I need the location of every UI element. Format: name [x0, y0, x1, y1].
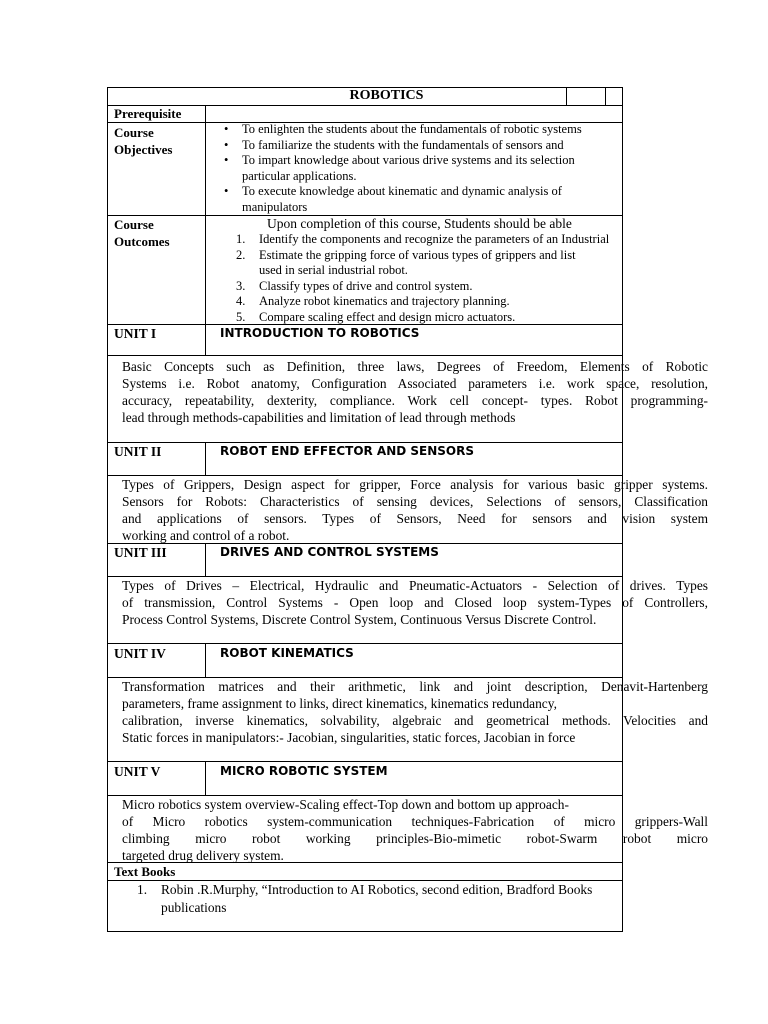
paragraph-line: accuracy, repeatability, dexterity, compliance. Work cell concept- types. Robot programming-	[122, 393, 708, 408]
unit-label: UNIT I	[114, 326, 157, 341]
unit-label: UNIT II	[114, 444, 162, 459]
paragraph-line: Types of Grippers, Design aspect for gripper, Force analysis for various basic gripper systems.	[122, 477, 708, 492]
textbooks-label: Text Books	[114, 864, 176, 879]
outcome-text: Compare scaling effect and design micro actuators.	[259, 309, 516, 324]
paragraph-line: calibration, inverse kinematics, solvability, algebraic and geometrical methods. Velocities and	[122, 713, 708, 728]
unit-heading: DRIVES AND CONTROL SYSTEMS	[220, 545, 439, 559]
list-item	[137, 881, 592, 917]
textbook-line: Robin .R.Murphy, “Introduction to AI Robotics, second edition, Bradford Books	[161, 882, 593, 897]
list-item: • To enlighten the students about the fundamentals of robotic systems	[218, 122, 582, 138]
textbooks-list	[137, 881, 592, 917]
page-title: ROBOTICS	[349, 88, 424, 103]
label-column-divider	[205, 105, 206, 355]
unit-description	[122, 796, 708, 864]
outcomes-label-line1: Course	[114, 217, 154, 232]
list-item: • To familiarize the students with the fundamentals of sensors and	[218, 138, 582, 154]
unit-label: UNIT III	[114, 545, 167, 560]
row-divider	[107, 105, 623, 106]
textbook-number: 1.	[137, 882, 148, 897]
table-border-bottom	[107, 931, 623, 932]
outcome-number: 5.	[236, 309, 246, 324]
paragraph-line: Basic Concepts such as Definition, three laws, Degrees of Freedom, Elements of Robotic	[122, 359, 708, 374]
list-item	[236, 248, 609, 264]
list-item	[236, 263, 609, 279]
label-column-divider	[205, 643, 206, 677]
prerequisite-label: Prerequisite	[114, 106, 182, 121]
unit-heading: ROBOT END EFFECTOR AND SENSORS	[220, 444, 475, 458]
list-item: • To execute knowledge about kinematic and dynamic analysis of	[218, 184, 582, 200]
list-item: manipulators	[242, 199, 308, 214]
title-cell-divider-1	[566, 87, 567, 105]
unit-description	[122, 476, 708, 544]
row-divider	[107, 761, 623, 762]
label-column-divider	[205, 442, 206, 475]
outcomes-label	[114, 216, 170, 250]
outcome-number: 4.	[236, 294, 246, 308]
paragraph-line: targeted drug delivery system.	[122, 848, 284, 863]
list-item	[236, 294, 609, 310]
unit-heading: INTRODUCTION TO ROBOTICS	[220, 326, 420, 340]
unit-heading: ROBOT KINEMATICS	[220, 646, 354, 660]
paragraph-line: working and control of a robot.	[122, 528, 290, 543]
title-cell-divider-2	[605, 87, 606, 105]
outcome-number: 2.	[236, 247, 246, 262]
paragraph-line: Sensors for Robots: Characteristics of sensing devices, Selections of sensors, Classification	[122, 494, 708, 509]
unit-heading: MICRO ROBOTIC SYSTEM	[220, 764, 388, 778]
outcome-text: Classify types of drive and control system.	[259, 278, 473, 293]
list-item	[236, 279, 609, 295]
paragraph-line: parameters, frame assignment to links, direct kinematics, kinematics redundancy,	[122, 696, 557, 711]
paragraph-line: Systems i.e. Robot anatomy, Configuration Associated parameters i.e. work space, resolution,	[122, 376, 708, 391]
paragraph-line: climbing micro robot working principles-Bio-mimetic robot-Swarm robot micro	[122, 831, 708, 846]
outcome-number: 3.	[236, 278, 246, 293]
objectives-label-line2: Objectives	[114, 142, 173, 157]
row-divider	[107, 643, 623, 644]
textbook-line: publications	[161, 900, 227, 915]
unit-description	[122, 678, 708, 746]
unit-description	[122, 358, 708, 426]
paragraph-line: Process Control Systems, Discrete Control System, Continuous Versus Discrete Control.	[122, 612, 597, 627]
paragraph-line: Static forces in manipulators:- Jacobian, singularities, static forces, Jacobian in force	[122, 730, 576, 745]
list-item	[236, 232, 609, 248]
outcome-text: Identify the components and recognize the parameters of an Industrial	[259, 232, 610, 246]
list-item: particular applications.	[242, 168, 357, 183]
outcome-text: Analyze robot kinematics and trajectory planning.	[259, 294, 510, 308]
outcomes-label-line2: Outcomes	[114, 234, 170, 249]
paragraph-line: lead through methods-capabilities and limitation of lead through methods	[122, 410, 516, 425]
label-column-divider	[205, 761, 206, 795]
paragraph-line: Micro robotics system overview-Scaling effect-Top down and bottom up approach-	[122, 797, 569, 812]
paragraph-line: of Micro robotics system-communication techniques-Fabrication of micro grippers-Wall	[122, 814, 708, 829]
paragraph-line: Types of Drives – Electrical, Hydraulic and Pneumatic-Actuators - Selection of drives. Types	[122, 578, 708, 593]
paragraph-line: Transformation matrices and their arithmetic, link and joint description, Denavit-Hartenberg	[122, 679, 708, 694]
outcome-text: Estimate the gripping force of various types of grippers and list	[259, 247, 576, 262]
outcome-number: 1.	[236, 232, 246, 246]
objectives-label-line1: Course	[114, 125, 154, 140]
label-column-divider	[205, 543, 206, 576]
list-item	[236, 310, 609, 326]
unit-description	[122, 577, 708, 628]
list-item: • To impart knowledge about various drive systems and its selection	[218, 153, 582, 169]
paragraph-line: and applications of sensors. Types of Sensors, Need for sensors and vision system	[122, 511, 708, 526]
row-divider	[107, 355, 623, 356]
unit-label: UNIT V	[114, 764, 161, 779]
table-border-left	[107, 87, 108, 932]
objectives-label	[114, 124, 172, 158]
paragraph-line: of transmission, Control Systems - Open loop and Closed loop system-Types of Controllers,	[122, 595, 708, 610]
outcome-text: used in serial industrial robot.	[259, 263, 408, 277]
outcomes-intro: Upon completion of this course, Students should be able	[267, 216, 572, 231]
objectives-list	[218, 122, 582, 215]
unit-label: UNIT IV	[114, 646, 166, 661]
outcomes-list	[236, 232, 609, 325]
